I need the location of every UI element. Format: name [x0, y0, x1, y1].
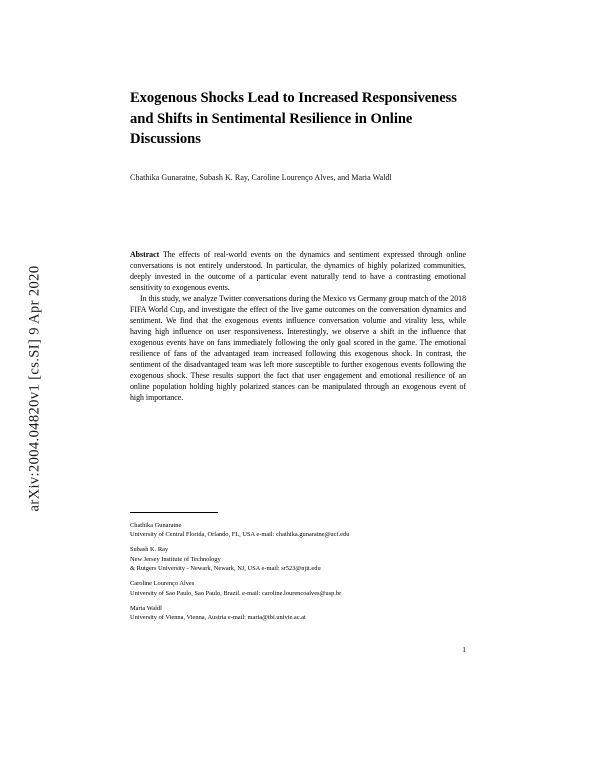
abstract-paragraph-2: In this study, we analyze Twitter conversations during the Mexico vs Germany group match of the 2018 FIFA World Cup, and investigate the effect of the live game outcomes on the conversation dynamics and sentiment. We find that the exogenous events influence conversation volume and virality less, while having high influence on user responsiveness. Interestingly, we observe a shift in the influence that exogenous events have on fans immediately following the only goal scored in the game. The emotional resilience of fans of the advantaged team increased following this exogenous shock. In contrast, the sentiment of the disadvantaged team was left more susceptible to further exogenous events following the exogenous shock. These results support the fact that user engagement and emotional resilience of an online population holding highly polarized stances can be manipulated through an exogenous event of high importance.: [130, 294, 466, 402]
affiliation-detail-line: University of Vienna, Vienna, Austria e-mail: maria@tbi.univie.ac.at: [130, 614, 306, 622]
abstract-paragraph-1-text: The effects of real-world events on the dynamics and sentiment expressed through online conversations is not entirely understood. In particular, the dynamics of highly polarized communities, deeply invested in the outcome of a particular event naturally tend to have a contrasting emotional sensitivity to exogenous events.: [130, 250, 467, 292]
abstract-heading: Abstract: [130, 250, 160, 260]
affiliation-entry: [130, 604, 466, 623]
arxiv-identifier-text: arXiv:2004.04820v1 [cs.SI] 9 Apr 2020: [26, 265, 43, 511]
affiliation-entry: [130, 545, 466, 573]
affiliation-detail-line: & Rutgers University - Newark, Newark, NJ, USA e-mail: sr523@njit.edu: [130, 565, 321, 573]
affiliation-detail-line: University of Central Florida, Orlando, FL, USA e-mail: chathika.gunaratne@ucf.edu: [130, 531, 350, 539]
affiliations-block: [130, 521, 466, 628]
page-title: Exogenous Shocks Lead to Increased Responsiveness and Shifts in Sentimental Resilience in Online Discussions: [130, 90, 457, 148]
paper-content-column: [130, 0, 466, 776]
affiliation-author-name: Caroline Lourenço Alves: [130, 580, 195, 588]
affiliation-entry: [130, 579, 466, 598]
affiliation-author-name: Maria Waldl: [130, 604, 162, 612]
affiliation-entry: [130, 521, 466, 540]
affiliation-author-name: Subash K. Ray: [130, 546, 169, 554]
abstract-first-paragraph: [130, 250, 466, 294]
affiliation-detail-line: University of Sao Paulo, Sao Paulo, Brazil. e-mail: caroline.lourencoalves@usp.br: [130, 589, 342, 597]
affiliation-author-name: Chathika Gunaratne: [130, 522, 182, 529]
page-number: 1: [462, 645, 466, 654]
author-list: Chathika Gunaratne, Subash K. Ray, Caroline Lourenço Alves, and Maria Waldl: [130, 173, 392, 183]
abstract-section: [130, 184, 466, 404]
footnote-divider: [130, 512, 218, 513]
arxiv-identifier-stamp: [18, 0, 52, 776]
affiliation-detail-line: New Jersey Institute of Technology: [130, 555, 221, 563]
